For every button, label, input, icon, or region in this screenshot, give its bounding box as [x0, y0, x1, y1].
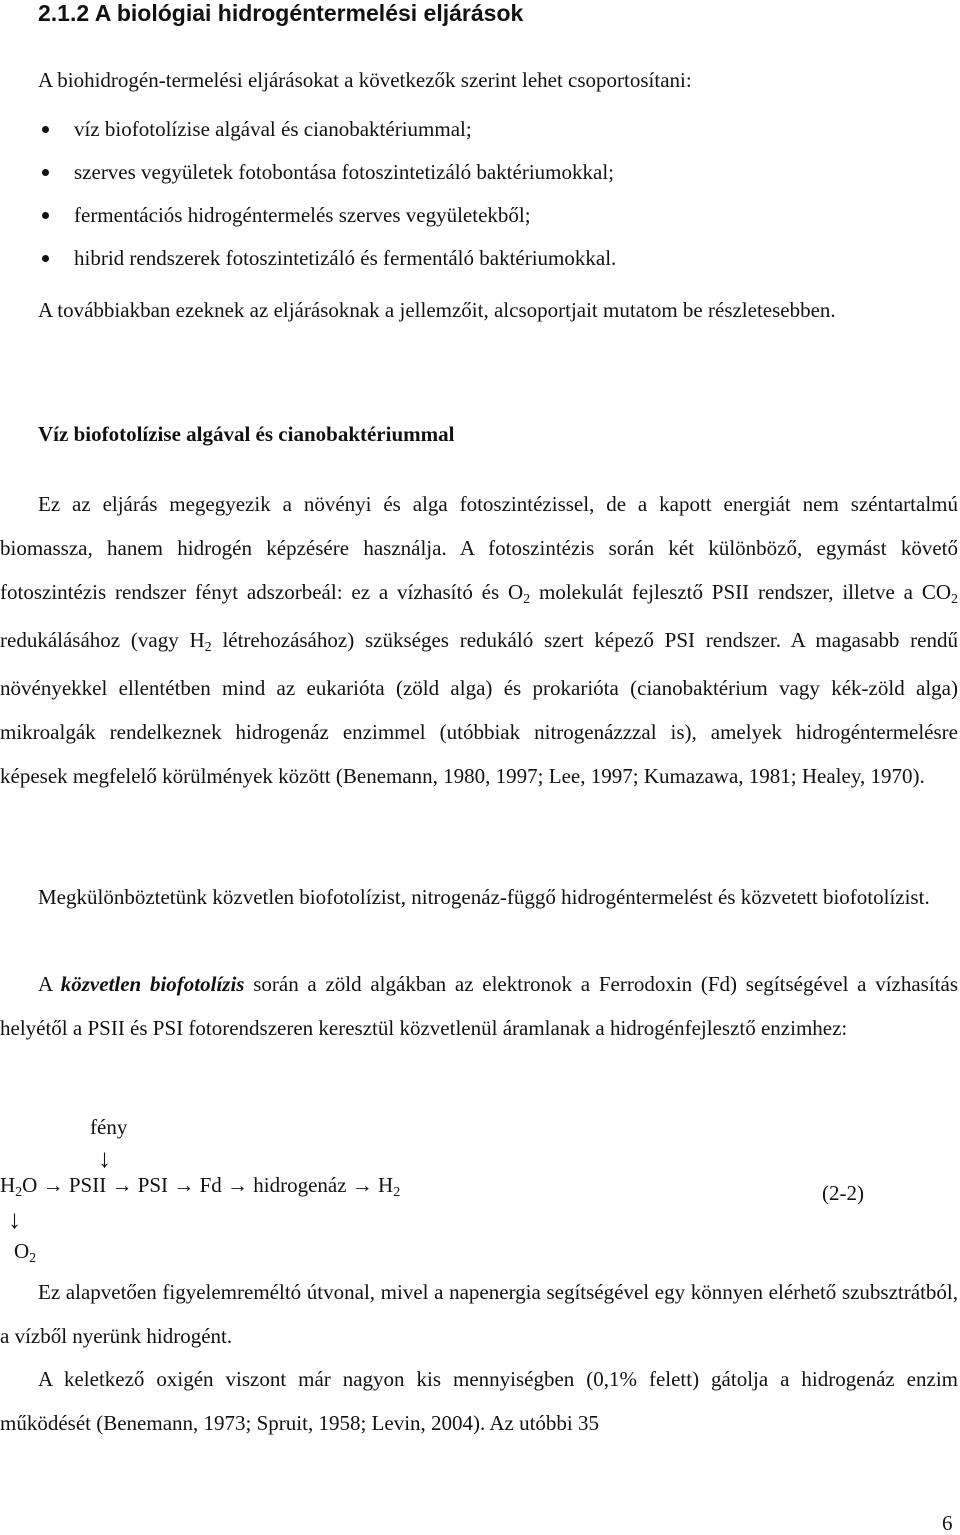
body-paragraph-4: Ez alapvetően figyelemreméltó útvonal, mivel a napenergia segítségével egy könnyen elérhető szubsztrátból, a vízből nyerünk hidrogént.	[0, 1280, 958, 1348]
bullet-list	[38, 108, 616, 280]
body-paragraph-3: A közvetlen biofotolízis során a zöld algákban az elektronok a Ferrodoxin (Fd) segítségével a vízhasítás helyétől a PSII és PSI fotorendszeren keresztül közvetlenül áramlanak a hidrogénfejlesztő enzimhez:	[0, 972, 959, 1040]
down-arrow-icon: ↓	[8, 1205, 21, 1234]
list-item: szerves vegyületek fotobontása fotoszintetizáló baktériumokkal;	[38, 151, 616, 194]
equation-main-line: $H_2O$ → PSII → PSI → Fd → hidrogenáz → $H_2$	[0, 1173, 401, 1200]
body-paragraph-5: A keletkező oxigén viszont már nagyon kis mennyiségben (0,1% felett) gátolja a hidrogenáz enzim működését (Benemann, 1973; Spruit, 1958; Levin, 2004). Az utóbbi 35	[0, 1367, 958, 1435]
right-arrow-icon: →	[173, 1173, 195, 1197]
equation-number: (2-2)	[822, 1181, 864, 1205]
section-heading: 2.1.2 A biológiai hidrogéntermelési eljárások	[38, 0, 524, 26]
intro-paragraph: A biohidrogén-termelési eljárásokat a következők szerint lehet csoportosítani:	[38, 68, 692, 92]
bullet-icon	[42, 212, 49, 219]
oxygen-product: $O_2$	[14, 1239, 37, 1266]
list-item: hibrid rendszerek fotoszintetizáló és fermentáló baktériumokkal.	[38, 237, 616, 280]
body-paragraph-2: Megkülönböztetünk közvetlen biofotolízist, nitrogenáz-függő hidrogéntermelést és közvetett biofotolízist.	[38, 885, 930, 909]
bullet-icon	[42, 126, 49, 133]
summary-paragraph: A továbbiakban ezeknek az eljárásoknak a jellemzőit, alcsoportjait mutatom be részletesebben.	[38, 298, 836, 322]
light-label: fény	[90, 1115, 128, 1139]
bullet-icon	[42, 169, 49, 176]
list-item: víz biofotolízise algával és cianobaktériummal;	[38, 108, 616, 151]
bullet-icon	[42, 255, 49, 262]
key-term: közvetlen biofotolízis	[60, 972, 245, 996]
body-paragraph-1: Ez az eljárás megegyezik a növényi és alga fotoszintézissel, de a kapott energiát nem széntartalmú biomassza, hanem hidrogén képzésére használja. A fotoszintézis során két különböző, egymást követő fotoszintézis rendszer fényt adszorbeál: ez a vízhasító és $O_2$ molekulát fejlesztő PSII rendszer, illetve a $CO_2$ redukálásához (vagy $H_2$ létrehozásához) szükséges redukáló szert képező PSI rendszer. A magasabb rendű növényekkel ellentétben mind az eukarióta (zöld alga) és prokarióta (cianobaktérium vagy kék-zöld alga) mikroalgák rendelkeznek hidrogenáz enzimmel (utóbbiak nitrogenázzzal is), amelyek hidrogéntermelésre képesek megfelelő körülmények között (Benemann, 1980, 1997; Lee, 1997; Kumazawa, 1981; Healey, 1970).	[0, 492, 958, 788]
subsection-heading: Víz biofotolízise algával és cianobaktériummal	[38, 422, 455, 446]
down-arrow-icon: ↓	[98, 1144, 111, 1173]
right-arrow-icon: →	[42, 1173, 64, 1197]
right-arrow-icon: →	[227, 1173, 248, 1197]
right-arrow-icon: →	[351, 1173, 373, 1197]
list-item: fermentációs hidrogéntermelés szerves vegyületekből;	[38, 194, 616, 237]
right-arrow-icon: →	[111, 1173, 133, 1197]
page-number: 6	[942, 1511, 953, 1535]
